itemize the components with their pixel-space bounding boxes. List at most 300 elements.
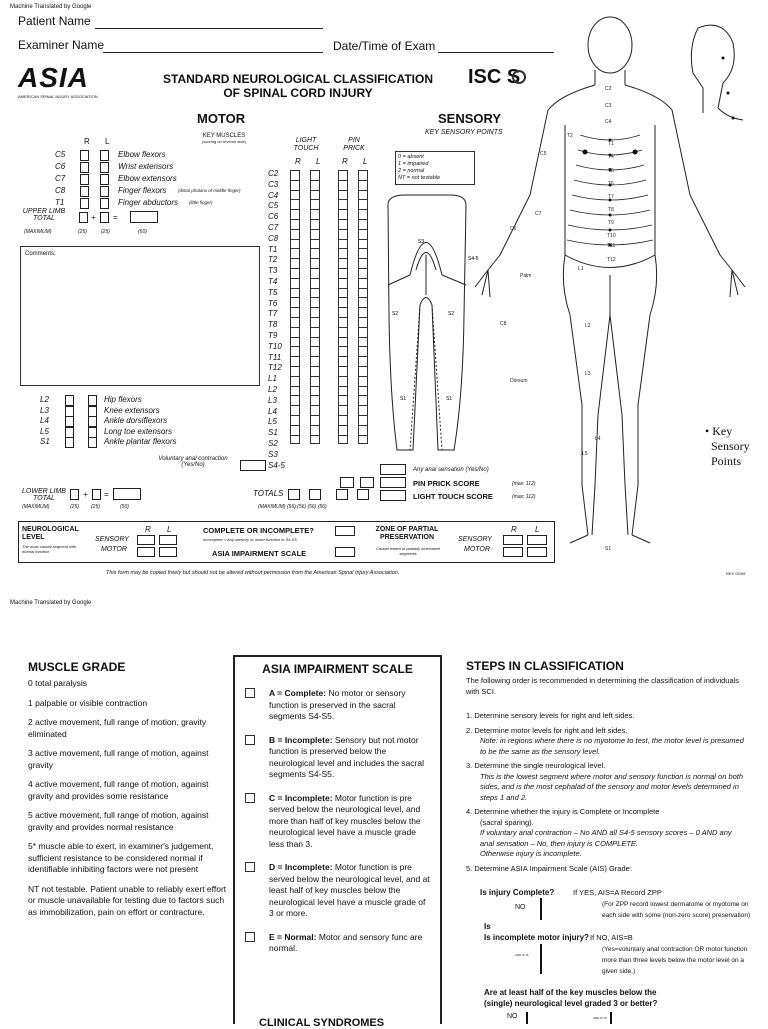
sensory-score-cell[interactable] — [358, 346, 368, 356]
is-label: Is — [484, 922, 491, 931]
sensory-score-cell[interactable] — [290, 239, 300, 249]
body-label: C8 — [500, 321, 507, 327]
zpp-motor-r[interactable] — [503, 547, 523, 557]
totals-box-2[interactable] — [309, 489, 321, 500]
key-sensory-legend — [705, 424, 750, 469]
sensory-score-cell[interactable] — [290, 219, 300, 229]
sensory-score-cell[interactable] — [338, 288, 348, 298]
sensory-score-cell[interactable] — [290, 209, 300, 219]
zpp-motor: MOTOR — [464, 546, 490, 553]
iscos-logo: ISC S — [468, 66, 521, 88]
equals-sign: = — [113, 213, 118, 222]
light-touch-l-column[interactable] — [310, 170, 320, 444]
sensory-score-cell[interactable] — [338, 190, 348, 200]
steps-intro: The following order is recommended in determining the classification of individuals with SCI. — [466, 676, 740, 696]
s45-label: S4-5 — [468, 256, 479, 262]
sensory-score-cell[interactable] — [358, 337, 368, 347]
arrow-down-1 — [540, 898, 542, 920]
s2-left-label: S2 — [392, 311, 399, 317]
sensory-score-cell[interactable] — [290, 405, 300, 415]
finger-flexors-note: (distal phalanx of middle finger) — [178, 188, 241, 193]
sensory-score-cell[interactable] — [338, 268, 348, 278]
legend-item: 2 = normal — [398, 168, 425, 174]
neuro-sensory-l[interactable] — [159, 535, 177, 545]
neuro-sensory-r[interactable] — [137, 535, 155, 545]
sensory-level-label: T12 — [268, 363, 282, 373]
muscle-grade-item: 0 total paralysis — [28, 678, 88, 688]
sensory-score-cell[interactable] — [358, 327, 368, 337]
sensory-score-cell[interactable] — [338, 239, 348, 249]
sensory-score-cell[interactable] — [338, 395, 348, 405]
sensory-score-cell[interactable] — [358, 199, 368, 209]
zpp-sensory-r[interactable] — [503, 535, 523, 545]
clinical-syndromes-title: CLINICAL SYNDROMES — [259, 1017, 385, 1029]
ais-panel — [233, 655, 442, 1029]
copyright-footer: This form may be copied freely but should not be altered without permission from the American Spinal Injury Association. — [106, 570, 400, 576]
sensory-score-cell[interactable] — [338, 327, 348, 337]
sensory-score-cell[interactable] — [290, 180, 300, 190]
sensory-score-cell[interactable] — [358, 190, 368, 200]
anal-sensation-label: Any anal sensation (Yes/No) — [413, 467, 489, 473]
ais-item-text: No motor or sensory function is preserved in the sacral segments S4-S5. — [269, 688, 406, 721]
finger-abductors-note: (little finger) — [189, 200, 213, 205]
sensory-score-cell[interactable] — [338, 307, 348, 317]
lower-total-sum[interactable] — [113, 488, 141, 500]
muscle-name: Finger flexors — [118, 186, 167, 195]
comments-box[interactable] — [20, 246, 260, 386]
perineal-diagram — [380, 195, 479, 460]
sensory-level-label: T2 — [268, 255, 278, 265]
sensory-score-cell[interactable] — [338, 425, 348, 435]
sensory-score-cell[interactable] — [310, 327, 320, 337]
ais-items — [235, 676, 440, 955]
sensory-score-cell[interactable] — [290, 307, 300, 317]
muscle-name: Wrist extensors — [118, 162, 174, 171]
sensory-score-cell[interactable] — [290, 356, 300, 366]
body-label: L4 — [595, 436, 601, 442]
sensory-score-cell[interactable] — [358, 209, 368, 219]
sensory-score-cell[interactable] — [310, 239, 320, 249]
neuro-motor-r[interactable] — [137, 547, 155, 557]
pp-score-l[interactable] — [360, 477, 374, 488]
sensory-score-cell[interactable] — [338, 346, 348, 356]
body-label: T4 — [608, 154, 614, 160]
muscle-grade-title: MUSCLE GRADE — [28, 660, 126, 674]
arrow-down-2 — [540, 944, 542, 974]
motor-l-header: L — [105, 137, 110, 146]
lower-total-r[interactable] — [70, 489, 79, 500]
step-item: 3. Determine the single neurological level. — [466, 761, 606, 770]
sensory-score-cell[interactable] — [310, 337, 320, 347]
motor-box-r[interactable] — [65, 416, 74, 427]
zpp-motor-l[interactable] — [527, 547, 547, 557]
sensory-score-cell[interactable] — [310, 268, 320, 278]
body-label: T7 — [608, 194, 614, 200]
ais-a-checkbox[interactable] — [245, 688, 255, 698]
sensory-score-cell[interactable] — [290, 268, 300, 278]
light-touch-r-column[interactable] — [290, 170, 300, 444]
motor-box-l[interactable] — [88, 427, 97, 438]
sensory-score-cell[interactable] — [310, 366, 320, 376]
sensory-score-cell[interactable] — [358, 395, 368, 405]
body-label: C6 — [510, 226, 517, 232]
sensory-score-cell[interactable] — [358, 229, 368, 239]
sensory-score-cell[interactable] — [358, 278, 368, 288]
ais-item — [245, 862, 430, 920]
light-touch-header: LIGHT TOUCH — [293, 137, 319, 152]
sensory-score-cell[interactable] — [358, 239, 368, 249]
ais-b-checkbox[interactable] — [245, 735, 255, 745]
sensory-score-cell[interactable] — [290, 248, 300, 258]
pin-prick-l-column[interactable] — [358, 170, 368, 444]
sensory-score-cell[interactable] — [290, 317, 300, 327]
sensory-score-cell[interactable] — [290, 288, 300, 298]
sensory-score-cell[interactable] — [310, 425, 320, 435]
sensory-score-cell[interactable] — [310, 288, 320, 298]
upper-total-sum[interactable] — [130, 211, 158, 223]
asia-logo — [18, 62, 118, 99]
sensory-score-cell[interactable] — [290, 346, 300, 356]
lower-max-total: (50) — [120, 504, 129, 510]
sensory-score-cell[interactable] — [290, 170, 300, 180]
sensory-score-cell[interactable] — [310, 415, 320, 425]
lower-max-r: (25) — [70, 504, 79, 510]
neuro-sensory: SENSORY — [95, 536, 129, 543]
upper-total-l[interactable] — [100, 212, 109, 223]
steps-title: STEPS IN CLASSIFICATION — [466, 659, 624, 673]
ais-d-checkbox[interactable] — [245, 862, 255, 872]
sensory-score-cell[interactable] — [290, 395, 300, 405]
no-label-2: NO — [507, 1013, 518, 1020]
ais-e-checkbox[interactable] — [245, 932, 255, 942]
ais-item-head: B = Incomplete: — [269, 734, 333, 745]
upper-total-r[interactable] — [79, 212, 88, 223]
sensory-score-cell[interactable] — [358, 268, 368, 278]
sensory-score-cell[interactable] — [338, 337, 348, 347]
body-label: Palm — [520, 273, 532, 279]
motor-level: C8 — [55, 186, 66, 195]
sensory-level-label: T3 — [268, 266, 278, 276]
sensory-score-cell[interactable] — [338, 180, 348, 190]
neuro-motor: MOTOR — [101, 546, 127, 553]
muscle-grade-item: 5 active movement, full range of motion, against gravity and provides normal resistance — [28, 810, 209, 832]
motor-level: L4 — [40, 416, 49, 425]
ais-item-text: Motor function is pre served below the neurological level, and more than half of key muscles below the neurological level have a muscle grade less than 3. — [269, 792, 421, 849]
light-touch-score-box[interactable] — [380, 490, 406, 501]
sensory-score-cell[interactable] — [310, 435, 320, 445]
s2-right-label: S2 — [448, 311, 455, 317]
motor-box-r[interactable] — [80, 162, 89, 173]
motor-level: T1 — [55, 198, 65, 207]
no-label-1: NO — [515, 904, 526, 911]
sensory-score-cell[interactable] — [338, 405, 348, 415]
sensory-score-cell[interactable] — [358, 366, 368, 376]
sensory-score-cell[interactable] — [338, 435, 348, 445]
sensory-score-cell[interactable] — [310, 356, 320, 366]
lt-r-header: R — [295, 157, 301, 166]
sensory-score-cell[interactable] — [290, 297, 300, 307]
sensory-score-cell[interactable] — [310, 395, 320, 405]
step-note: Otherwise injury is incomplete. — [480, 849, 582, 858]
sensory-score-cell[interactable] — [338, 209, 348, 219]
motor-box-l[interactable] — [88, 416, 97, 427]
ais-box[interactable] — [335, 547, 355, 557]
step-note: (sacral sparing). — [480, 817, 534, 827]
sensory-score-cell[interactable] — [290, 435, 300, 445]
sensory-score-cell[interactable] — [338, 366, 348, 376]
motor-r-header: R — [84, 137, 90, 146]
sensory-score-cell[interactable] — [338, 297, 348, 307]
ais-item-text: Motor function is pre served below the neurological level, and at least half of key muscles below the neurological level have a muscle grade of 3 or more. — [269, 862, 430, 918]
motor-box-r[interactable] — [80, 150, 89, 161]
sensory-score-cell[interactable] — [338, 229, 348, 239]
body-label: L3 — [585, 371, 591, 377]
sensory-level-label: C7 — [268, 222, 279, 232]
if-yes: If YES, AIS=A Record ZPP — [573, 888, 662, 897]
yes-voluntary-note: (Yes=voluntary anal contraction OR motor function more than three levels below the motor level on a given side.) — [602, 946, 748, 975]
asia-logo-subtitle: AMERICAN SPINAL INJURY ASSOCIATION — [18, 94, 98, 99]
sensory-score-cell[interactable] — [310, 346, 320, 356]
legend-points: Points — [711, 454, 742, 468]
sensory-score-cell[interactable] — [310, 209, 320, 219]
lower-limb-total-label: LOWER LIMB TOTAL — [22, 488, 66, 502]
totals-box-1[interactable] — [288, 489, 300, 500]
pin-prick-score-label: PIN PRICK SCORE — [413, 479, 480, 488]
upper-max-l: (25) — [101, 229, 110, 235]
sensory-score-cell[interactable] — [358, 356, 368, 366]
motor-box-l[interactable] — [88, 437, 97, 448]
sensory-level-label: T9 — [268, 330, 278, 340]
totals-box-4[interactable] — [357, 489, 369, 500]
sensory-level-label: T6 — [268, 298, 278, 308]
body-label: T2 — [567, 133, 573, 139]
sensory-score-cell[interactable] — [310, 307, 320, 317]
sensory-score-cell[interactable] — [290, 425, 300, 435]
sensory-score-cell[interactable] — [310, 219, 320, 229]
sensory-score-cell[interactable] — [290, 376, 300, 386]
muscle-name: Ankle plantar flexors — [104, 437, 177, 446]
body-label: Dorsum — [510, 378, 528, 384]
sensory-score-cell[interactable] — [310, 199, 320, 209]
motor-level: L3 — [40, 405, 49, 415]
sensory-score-cell[interactable] — [310, 376, 320, 386]
totals-label: TOTALS — [253, 489, 284, 498]
scoring-note: (scoring on reverse side) — [201, 139, 247, 144]
sensory-score-cell[interactable] — [338, 356, 348, 366]
sensory-score-cell[interactable] — [338, 415, 348, 425]
sensory-score-cell[interactable] — [310, 248, 320, 258]
body-label: T11 — [607, 243, 616, 249]
step-note: Note: in regions where there is no myotome to test, the motor level is presumed to be the same as the sensory level. — [480, 736, 744, 756]
complete-box[interactable] — [335, 526, 355, 536]
sensory-score-cell[interactable] — [310, 386, 320, 396]
motor-box-l[interactable] — [100, 198, 109, 209]
lt-max: (max: 112) — [512, 494, 536, 500]
sensory-score-cell[interactable] — [358, 386, 368, 396]
zpp-r-header: R — [511, 525, 517, 534]
zpp-sensory-l[interactable] — [527, 535, 547, 545]
motor-heading: MOTOR — [197, 111, 246, 126]
motor-box-r[interactable] — [65, 395, 74, 406]
step-item: 1. Determine sensory levels for right and left sides. — [466, 711, 635, 720]
neuro-motor-l[interactable] — [159, 547, 177, 557]
patient-name-field[interactable] — [95, 28, 323, 29]
motor-level: C7 — [55, 174, 66, 183]
sensory-level-label: S4-5 — [268, 460, 285, 470]
key-muscles-label — [194, 133, 254, 144]
side-head-diagram — [678, 18, 748, 128]
voluntary-anal-box[interactable] — [240, 460, 266, 471]
ais-c-checkbox[interactable] — [245, 793, 255, 803]
sensory-score-cell[interactable] — [310, 317, 320, 327]
sensory-score-cell[interactable] — [310, 229, 320, 239]
sensory-score-cell[interactable] — [290, 366, 300, 376]
step-note: If voluntary anal contraction – No AND all S4-5 sensory scores – 0 AND any anal sensation – No, then injury is COMPLETE. — [480, 828, 732, 848]
pp-score-r[interactable] — [340, 477, 354, 488]
sensory-score-cell[interactable] — [358, 180, 368, 190]
sensory-score-cell[interactable] — [358, 415, 368, 425]
sensory-score-cell[interactable] — [338, 199, 348, 209]
sensory-score-cell[interactable] — [338, 278, 348, 288]
sensory-level-label: T11 — [268, 352, 282, 362]
sensory-score-cell[interactable] — [310, 170, 320, 180]
plus-sign: + — [83, 490, 88, 499]
sensory-score-cell[interactable] — [290, 337, 300, 347]
machine-translated-note-2: Machine Translated by Google — [10, 600, 92, 606]
muscle-name: Knee extensors — [104, 405, 160, 415]
motor-box-l[interactable] — [100, 186, 109, 197]
sensory-level-label: L2 — [268, 384, 277, 394]
sensory-score-cell[interactable] — [310, 297, 320, 307]
sensory-score-cell[interactable] — [358, 170, 368, 180]
sensory-level-label: S3 — [268, 449, 278, 459]
sensory-score-cell[interactable] — [290, 258, 300, 268]
sensory-score-cell[interactable] — [290, 327, 300, 337]
body-label: S1 — [605, 546, 612, 552]
pin-prick-score-box[interactable] — [380, 477, 406, 488]
sensory-heading: SENSORY — [438, 111, 502, 126]
body-label: C3 — [605, 103, 612, 109]
lower-total-l[interactable] — [92, 489, 101, 500]
motor-box-r[interactable] — [80, 186, 89, 197]
sensory-score-cell[interactable] — [338, 219, 348, 229]
totals-box-3[interactable] — [336, 489, 348, 500]
sensory-score-cell[interactable] — [358, 288, 368, 298]
muscle-name: Ankle dorsiflexors — [104, 416, 168, 425]
sensory-level-label: L1 — [268, 374, 277, 384]
sensory-score-cell[interactable] — [310, 180, 320, 190]
ais-item-head: A = Complete: — [269, 688, 327, 698]
sensory-score-cell[interactable] — [290, 415, 300, 425]
asia-logo-text: ASIA — [18, 62, 89, 93]
sensory-score-cell[interactable] — [310, 278, 320, 288]
sensory-score-cell[interactable] — [290, 386, 300, 396]
sensory-score-cell[interactable] — [290, 229, 300, 239]
sensory-score-cell[interactable] — [338, 258, 348, 268]
sensory-score-cell[interactable] — [358, 435, 368, 445]
muscle-grade-item: 4 active movement, full range of motion, against gravity and provides some resistance — [28, 779, 209, 801]
sensory-score-cell[interactable] — [290, 199, 300, 209]
legend-key: • Key — [705, 424, 733, 438]
body-label: L5 — [582, 451, 588, 457]
muscle-grade-item: 5* muscle able to exert, in examiner's judgement, sufficient resistance to be considered normal if identifiable inhibiting factors were not present — [28, 841, 214, 874]
patient-name-label: Patient Name — [18, 14, 91, 28]
body-label: T9 — [608, 220, 614, 226]
pin-prick-r-column[interactable] — [338, 170, 348, 444]
sensory-score-cell[interactable] — [358, 425, 368, 435]
sensory-score-cell[interactable] — [358, 376, 368, 386]
sensory-score-cell[interactable] — [358, 307, 368, 317]
sensory-score-cell[interactable] — [290, 278, 300, 288]
motor-box-r[interactable] — [65, 427, 74, 438]
anal-sensation-box[interactable] — [380, 464, 406, 475]
motor-box-r[interactable] — [65, 437, 74, 448]
sensory-level-label: L5 — [268, 417, 277, 427]
ais-item — [245, 688, 430, 723]
sensory-score-cell[interactable] — [310, 405, 320, 415]
motor-box-l[interactable] — [100, 162, 109, 173]
muscle-grade-list — [28, 678, 228, 926]
sensory-score-cell[interactable] — [338, 170, 348, 180]
sensory-level-label: C6 — [268, 212, 279, 222]
sensory-level-label: T8 — [268, 320, 278, 330]
step-item: 5. Determine ASIA Impairment Scale (AIS) Grade: — [466, 863, 632, 873]
sensory-score-cell[interactable] — [338, 248, 348, 258]
motor-level: C5 — [55, 150, 66, 159]
examiner-name-field[interactable] — [103, 52, 323, 53]
and-if-is-1: AND IF IS — [515, 953, 529, 957]
motor-box-r[interactable] — [80, 174, 89, 185]
motor-box-r[interactable] — [80, 198, 89, 209]
sensory-score-cell[interactable] — [338, 376, 348, 386]
sensory-score-cell[interactable] — [358, 405, 368, 415]
motor-box-l[interactable] — [100, 174, 109, 185]
motor-box-r[interactable] — [65, 406, 74, 417]
sensory-score-cell[interactable] — [358, 219, 368, 229]
motor-box-l[interactable] — [88, 395, 97, 406]
steps-list — [466, 676, 746, 874]
sensory-score-cell[interactable] — [358, 258, 368, 268]
muscle-grade-item: 2 active movement, full range of motion, gravity eliminated — [28, 717, 207, 739]
sensory-score-cell[interactable] — [358, 317, 368, 327]
zpp-record-note: (For ZPP record lowest dermatome or myotome on each side with some (non-zero score) preservation) — [602, 901, 751, 919]
motor-level: C6 — [55, 162, 66, 171]
sensory-score-cell[interactable] — [310, 258, 320, 268]
sensory-score-cell[interactable] — [338, 317, 348, 327]
motor-box-l[interactable] — [88, 406, 97, 417]
upper-limb-total-label: UPPER LIMB TOTAL — [22, 208, 66, 222]
motor-box-l[interactable] — [100, 150, 109, 161]
sensory-score-cell[interactable] — [310, 190, 320, 200]
lower-max-l: (25) — [91, 504, 100, 510]
sensory-score-cell[interactable] — [338, 386, 348, 396]
lt-l-header: L — [316, 157, 321, 166]
sensory-level-label: T10 — [268, 341, 282, 351]
body-label: C2 — [605, 86, 612, 92]
sensory-score-cell[interactable] — [358, 248, 368, 258]
pin-prick-header: PIN PRICK — [343, 137, 365, 152]
sensory-score-cell[interactable] — [290, 190, 300, 200]
half-key-muscles-question: Are at least half of the key muscles below the (single) neurological level graded 3 or better? — [484, 988, 658, 1008]
s1-left-label: S1 — [400, 396, 407, 402]
sensory-level-label: T7 — [268, 309, 278, 319]
step-item: 2. Determine motor levels for right and left sides. — [466, 725, 628, 735]
complete-question: COMPLETE OR INCOMPLETE? — [203, 526, 314, 535]
sensory-score-cell[interactable] — [358, 297, 368, 307]
key-muscles: KEY MUSCLES — [202, 133, 246, 139]
muscle-name: Elbow extensors — [118, 174, 177, 183]
zpp-sensory: SENSORY — [458, 536, 492, 543]
